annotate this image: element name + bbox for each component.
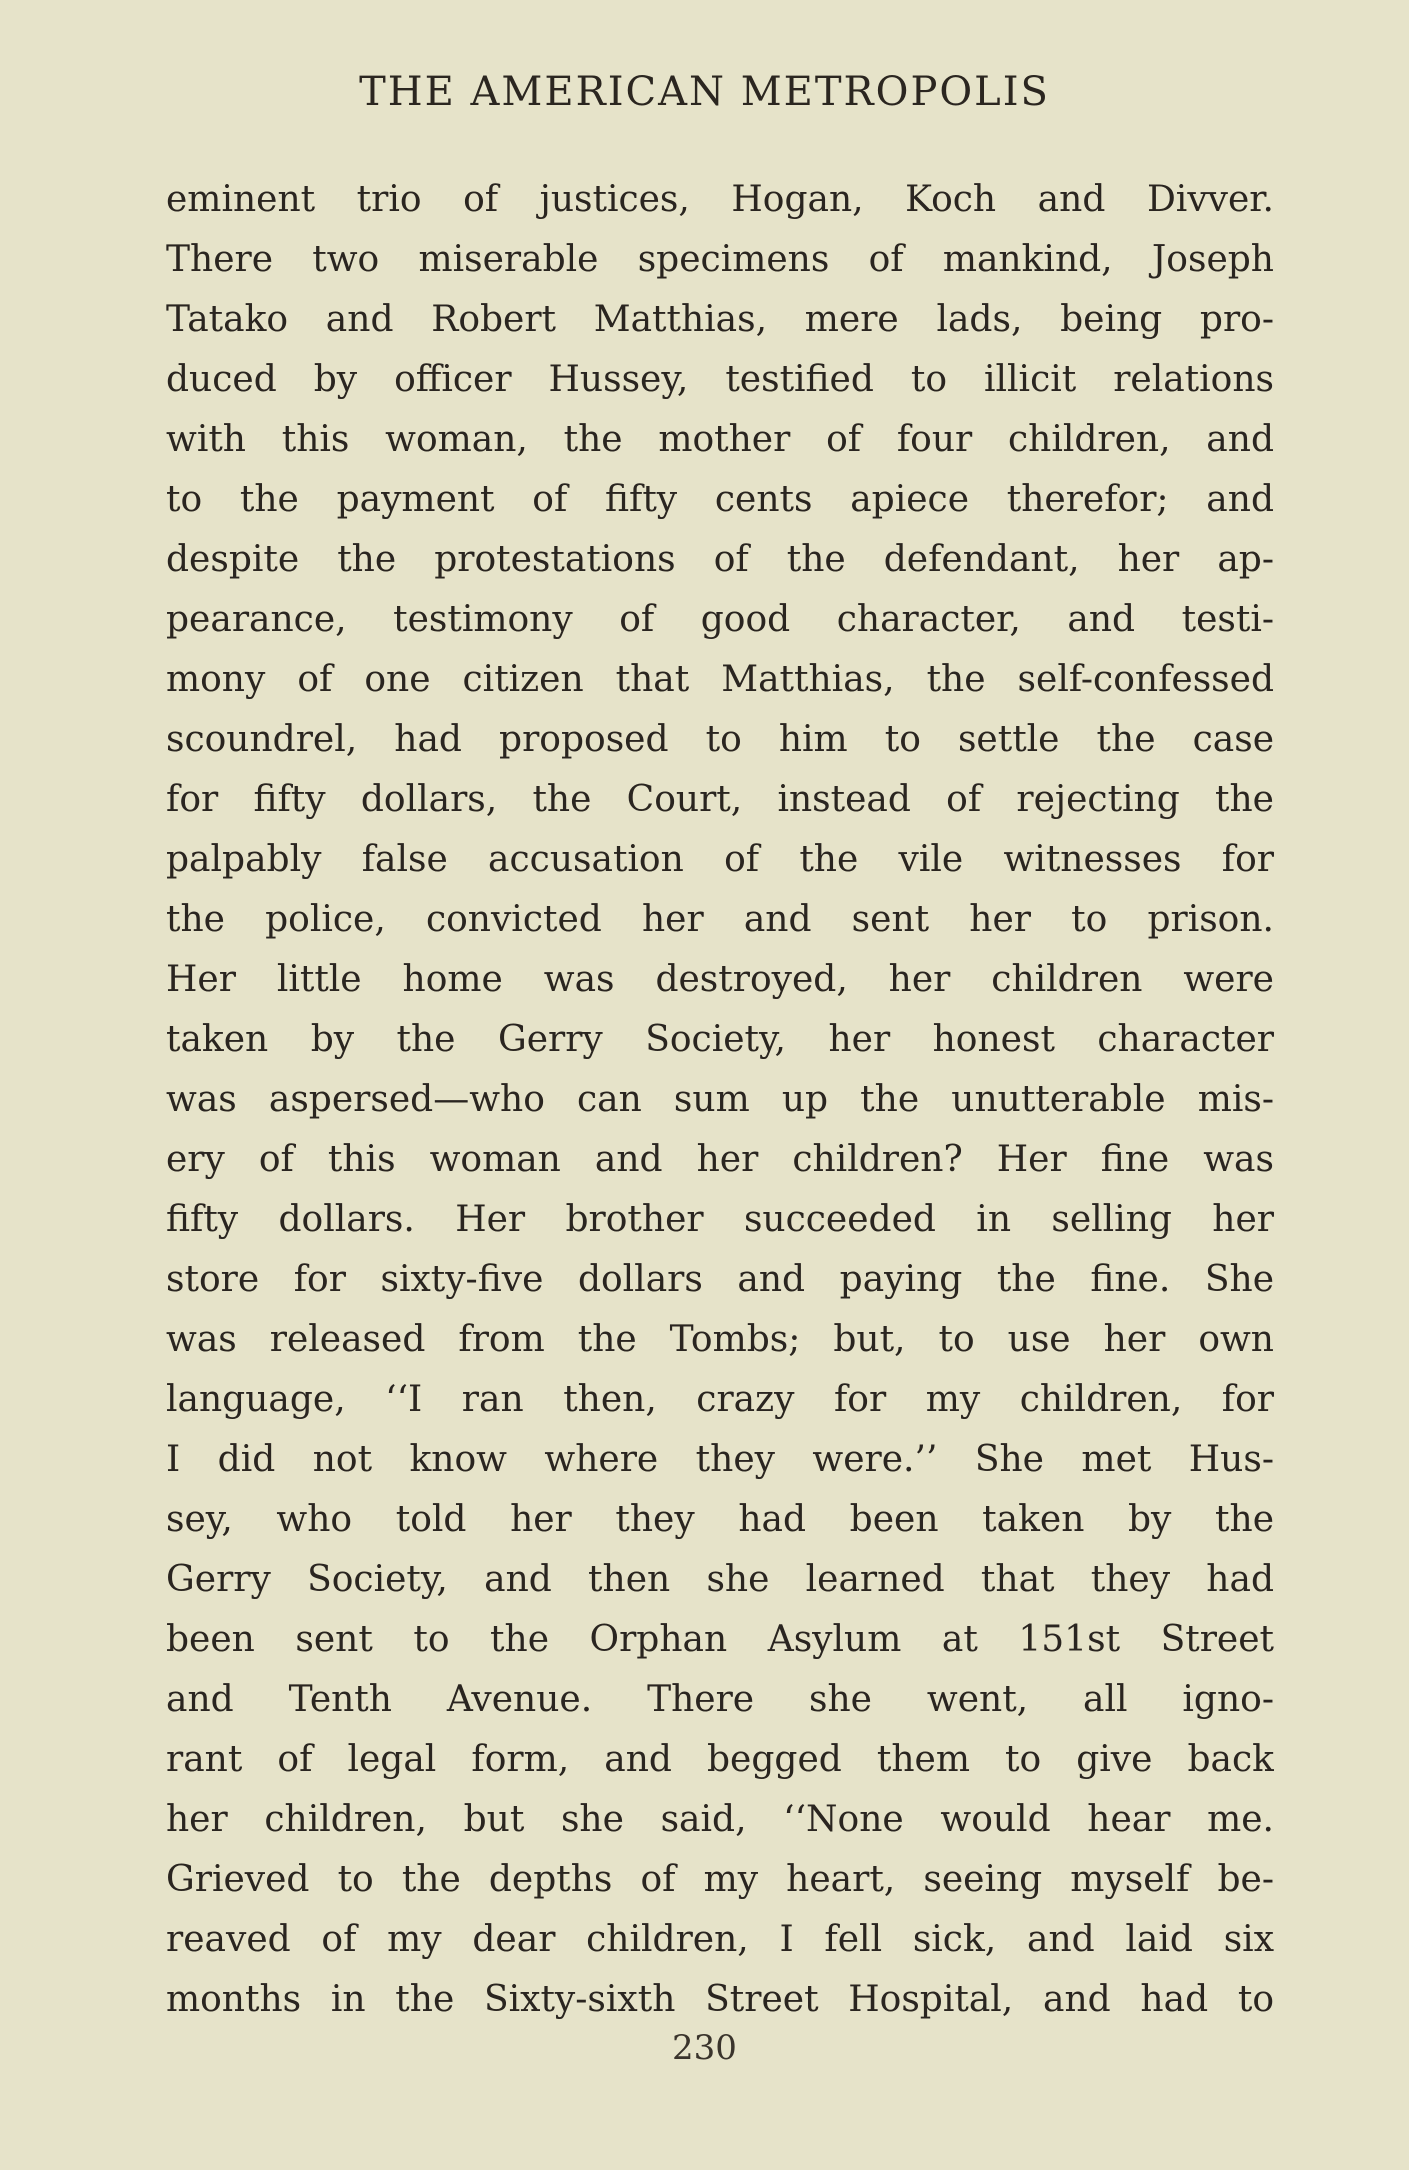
text-line: fifty dollars. Her brother succeeded in selling her [166,1199,1274,1240]
text-line: Gerry Society, and then she learned that they had [166,1559,1274,1600]
text-line: store for sixty-five dollars and paying the fine. She [166,1259,1274,1300]
text-line: been sent to the Orphan Asylum at 151st Street [166,1619,1274,1660]
text-line: months in the Sixty-sixth Street Hospital, and had to [166,1979,1274,2020]
text-line: and Tenth Avenue. There she went, all igno- [166,1679,1274,1720]
text-line: scoundrel, had proposed to him to settle the case [166,719,1274,760]
text-line: was aspersed—who can sum up the unutterable mis- [166,1079,1274,1120]
text-line: language, ‘‘I ran then, crazy for my children, for [166,1379,1274,1420]
text-line: palpably false accusation of the vile witnesses for [166,839,1274,880]
text-line: eminent trio of justices, Hogan, Koch and Divver. [166,179,1274,220]
text-line: rant of legal form, and begged them to give back [166,1739,1274,1780]
page-number: 230 [672,2028,737,2068]
text-line: Grieved to the depths of my heart, seeing myself be- [166,1859,1274,1900]
text-line: the police, convicted her and sent her to prison. [166,899,1274,940]
text-line: despite the protestations of the defendant, her ap- [166,539,1274,580]
text-line: duced by officer Hussey, testified to illicit relations [166,359,1274,400]
text-line: taken by the Gerry Society, her honest character [166,1019,1274,1060]
text-line: Tatako and Robert Matthias, mere lads, being pro- [166,299,1274,340]
text-line: for fifty dollars, the Court, instead of rejecting the [166,779,1274,820]
text-line: Her little home was destroyed, her children were [166,959,1274,1000]
running-head: THE AMERICAN METROPOLIS [359,69,1050,115]
text-line: pearance, testimony of good character, and testi- [166,599,1274,640]
text-line: I did not know where they were.’’ She met Hus- [166,1439,1274,1480]
text-line: to the payment of fifty cents apiece therefor; and [166,479,1274,520]
text-line: sey, who told her they had been taken by the [166,1499,1274,1540]
text-line: mony of one citizen that Matthias, the self-confessed [166,659,1274,700]
text-line: There two miserable specimens of mankind, Joseph [166,239,1274,280]
text-line: with this woman, the mother of four children, and [166,419,1274,460]
text-line: was released from the Tombs; but, to use her own [166,1319,1274,1360]
text-line: reaved of my dear children, I fell sick, and laid six [166,1919,1274,1960]
body-text [166,170,1274,2030]
text-line: ery of this woman and her children? Her fine was [166,1139,1274,1180]
text-line: her children, but she said, ‘‘None would hear me. [166,1799,1274,1840]
